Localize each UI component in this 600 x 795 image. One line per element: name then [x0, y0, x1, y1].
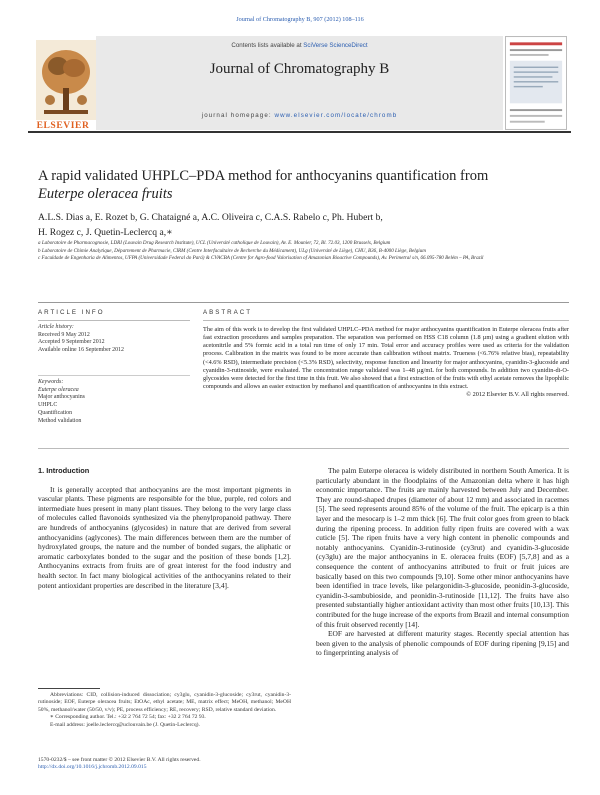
header-rule [28, 131, 571, 133]
contents-line [96, 42, 503, 49]
abstract-body [203, 326, 569, 399]
abstract-copyright: © 2012 Elsevier B.V. All rights reserved. [466, 391, 569, 399]
elsevier-tree-logo [36, 40, 96, 120]
citation-header[interactable]: Journal of Chromatography B, 907 (2012) 108–116 [236, 16, 364, 23]
history-label: Article history: [38, 324, 74, 330]
affiliation-c: c Faculdade de Engenharia de Alimentos, UFPA (Universidade Federal do Pará) & CVACBA (Centre for Agro-food Valorisation of Amazonian Bioactive Compounds), Av. Perimetral s/n, 66.095-780 Belém – PA, Brazil [38, 255, 484, 262]
elsevier-wordmark: ELSEVIER [36, 121, 90, 131]
title-line-2: Euterpe oleracea fruits [38, 186, 173, 202]
keyword: Method validation [38, 417, 82, 424]
footnotes [38, 692, 291, 729]
abbreviations-note: Abbreviations: CID, collision-induced dissociation; cy3glu, cyanidin-3-glucoside; cy3rut, cyanidin-3-rutinoside; EOF, Euterpe oleracea fruits; EtOAc, ethyl acetate; ME, matrix effect; MeOH, methanol; MeOH 50%, methanol/water (50/50, v/v); PE, process efficiency; RE, recovery; RSD, relative standard deviation. [38, 692, 291, 713]
authors-line-2[interactable]: H. Rogez c, J. Quetin-Leclercq a,∗ [38, 227, 173, 238]
affiliations [38, 240, 568, 263]
body-column-left [38, 466, 291, 590]
footnote-rule [38, 688, 100, 689]
article-info-heading: ARTICLE INFO [38, 309, 105, 316]
available-date: Available online 16 September 2012 [38, 347, 124, 354]
journal-title[interactable]: Journal of Chromatography B [209, 61, 390, 77]
journal-cover-thumbnail[interactable] [505, 36, 567, 130]
keyword: Quantification [38, 409, 73, 416]
accepted-date: Accepted 9 September 2012 [38, 339, 105, 346]
sciencedirect-link[interactable]: SciVerse ScienceDirect [303, 42, 368, 49]
body-rule [38, 448, 569, 449]
email-note[interactable]: E-mail address: joelle.leclercq@uclouvain.be (J. Quetin-Leclercq). [50, 721, 200, 728]
keyword: UHPLC [38, 402, 58, 409]
section-rule [38, 302, 569, 303]
received-date: Received 9 May 2012 [38, 331, 90, 338]
homepage-link[interactable]: www.elsevier.com/locate/chromb [274, 112, 398, 119]
page-footer [38, 757, 298, 772]
article-title [38, 167, 558, 203]
keyword: Major anthocyanins [38, 394, 85, 401]
intro-paragraph-2: The palm Euterpe oleracea is widely distributed in northern South America. It is particularly abundant in the floodplains of the Amazonian delta where it has high economic importance. The fruits are mainly harvested between July and December. They are round-shaped drupes (diameter of about 12 mm) and associated in racemes [5]. The seed represents around 85% of the volume of the fruit. The epicarp is a thin layer and the mesocarp is 1–2 mm thick [6]. The fruit color goes from green to black during the ripening process. In addition fully ripen fruits are covered with a wax cuticle [5]. The ripen fruits have a very high content in phenolic compounds and notably anthocyanins. Cyanidin-3-rutinoside (cy3rut) and cyanidin-3-glucoside (cy3glu) are the major anthocyanins in E. oleracea fruits (EOF) [5,7,8] and as a consequence the content of anthocyanins attributed to fruit or fruit juices are basically based on this two compounds [9,10]. Some other minor anthocyanins have been identified in trace levels, like pelargonidin-3-glucoside, peonidin-3-glucoside, cyanidin-3-sambubioside, and peonidin-3-rutinoside [11,12]. The fruits have also presented substantially higher antioxidant activity than most other fruits [10,13]. This contributed for the huge increase of the exports from Brazil and internal consumption of this fruit observed recently [14]. [316, 466, 569, 629]
article-info-rule [38, 320, 190, 321]
affiliation-a: a Laboratoire de Pharmacognosie, LDRI (Louvain Drug Research Institute), UCL (Université catholique de Louvain), Av. E. Mounier, 72, Bl. 72.03, 1200 Brussels, Belgium [38, 240, 391, 246]
intro-paragraph-3: EOF are harvested at different maturity stages. Recently special attention has been given to the analysis of phenolic compounds of EOF during ripening [9,15] and to fingerprinting analysis of [316, 629, 569, 658]
authors-line-1[interactable]: A.L.S. Dias a, E. Rozet b, G. Chataigné a, A.C. Oliveira c, C.A.S. Rabelo c, Ph. Hubert b, [38, 212, 383, 223]
abstract-heading: ABSTRACT [203, 309, 253, 316]
affiliation-b: b Laboratoire de Chimie Analytique, Département de Pharmacie, CIRM (Centre Interfacultaire de Recherche du Médicament), ULg (Université de Liège), CHU, B36, B-4000 Liège, Belgium [38, 247, 426, 254]
homepage-prefix: journal homepage: [201, 112, 275, 119]
abstract-rule [203, 320, 569, 321]
body-column-right [316, 466, 569, 658]
article-history [38, 324, 190, 355]
intro-paragraph-1: It is generally accepted that anthocyanins are the most important pigments in vascular plants. These pigments are responsible for the blue, purple, red colors and intermediate hues present in many plant tissues. They belong to the very large class of molecules called flavonoids synthesized via the phenylpropanoid pathway. There are hundreds of anthocyanins (glycosides) in nature that are derived from several anthocyanidins (aglycones). The main differences between them are the number of hydroxylated groups, the nature and the number of bonded sugars, the aliphatic or aromatic carboxylates bonded to the sugar and the position of these bonds [1,2]. Anthocyanins extracts from fruits are of great interest for the food industry and health sector. In fact many biological activities of the anthocyanins related to their potent antioxidant properties are described in the literature [3,4]. [38, 484, 291, 590]
author-list [38, 210, 568, 240]
abstract-text: The aim of this work is to develop the first validated UHPLC–PDA method for major anthocyanins quantification in Euterpe oleracea fruits after fast extraction procedures and samples preparation. The separation was performed on HSS C18 column (1.8 µm) using a gradient elution with acetonitrile and 5% formic acid in a total run time of only 17 min. Total error and accuracy profiles were used as criteria for the validation process. Calibration in the matrix was found to be more accurate than calibration without matrix. Trueness (<6.76% relative bias), repeatability (<4.6% RSD), intermediate precision (<5.3% RSD), selectivity, response function and linearity for major anthocyanins, cyanidin-3-glucoside and cyanidin-3-rutinoside, were evaluated. The concentration range validated was 1–48 µg/mL for both compounds. In addition two cyanidin-di-O-glycosides were detected for the first time in this fruit. We also showed that a first extraction of the fruits with ethyl acetate removes the lipophilic compounds and allows an easier extraction by methanol and quantification of anthocyanins in this extract. [203, 326, 569, 391]
title-line-1: A rapid validated UHPLC–PDA method for anthocyanins quantification from [38, 168, 489, 184]
keyword: Euterpe oleracea [38, 386, 79, 393]
corresponding-author-note: ∗ Corresponding author. Tel.: +32 2 764 72 54; fax: +32 2 764 72 93. [50, 714, 206, 721]
introduction-heading: 1. Introduction [38, 466, 90, 475]
keywords-rule [38, 375, 190, 376]
keywords-block [38, 379, 190, 425]
issn-line: 1570-0232/$ – see front matter © 2012 Elsevier B.V. All rights reserved. [38, 757, 201, 763]
keywords-label: Keywords: [38, 379, 64, 385]
contents-prefix: Contents lists available at [231, 42, 304, 49]
doi-link[interactable]: http://dx.doi.org/10.1016/j.jchromb.2012.09.015 [38, 764, 147, 771]
journal-homepage [96, 112, 503, 119]
